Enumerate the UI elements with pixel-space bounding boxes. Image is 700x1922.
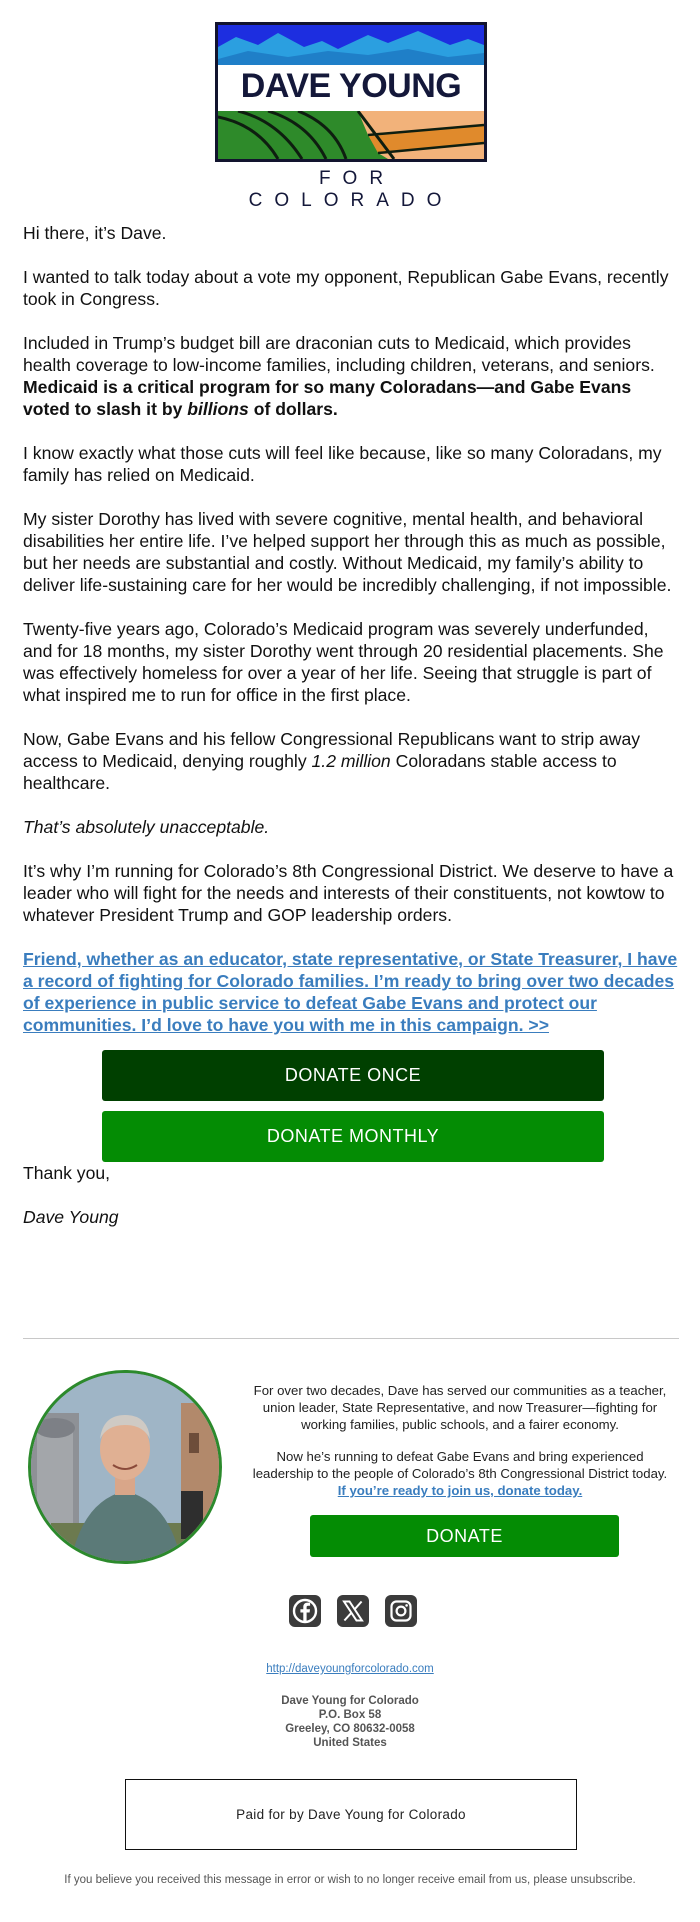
paragraph-strip-access (23, 728, 679, 794)
mailing-address (0, 1694, 700, 1750)
unsubscribe-notice[interactable]: If you believe you received this message in error or wish to no longer receive email from us, please unsubscribe. (64, 1874, 636, 1886)
unacceptable-text: That’s absolutely unacceptable. (23, 817, 270, 837)
candidate-bio (250, 1382, 670, 1514)
billions-text: billions (187, 399, 249, 419)
paragraph-running: It’s why I’m running for Colorado’s 8th Congressional District. We deserve to have a leader who will fight for the needs and interests of their constituents, not kowtow to whatever President Trump and GOP leadership orders. (23, 861, 674, 925)
email-body (23, 222, 679, 1250)
signature (23, 1206, 679, 1228)
million-text: 1.2 million (311, 751, 391, 771)
medicaid-cuts-text: Included in Trump’s budget bill are draconian cuts to Medicaid, which provides health coverage to low-income families, including children, veterans, and seniors. (23, 333, 655, 375)
avatar (28, 1370, 222, 1564)
social-links (289, 1595, 419, 1627)
logo-emblem (215, 22, 487, 162)
logo-tagline: FOR COLORADO (248, 168, 454, 211)
candidate-photo (31, 1373, 219, 1561)
greeting: Hi there, it’s Dave. (23, 223, 167, 243)
paragraph-opponent-vote: I wanted to talk today about a vote my opponent, Republican Gabe Evans, recently took in Congress. (23, 267, 669, 309)
address-country: United States (313, 1737, 387, 1749)
paid-for-disclaimer: Paid for by Dave Young for Colorado (125, 1779, 577, 1850)
website-link[interactable]: http://daveyoungforcolorado.com (266, 1663, 434, 1675)
bio-donate-link[interactable]: If you’re ready to join us, donate today. (337, 1483, 583, 1498)
paragraph-cta (23, 948, 679, 1036)
bio-paragraph-running (250, 1448, 670, 1499)
paragraph-family: I know exactly what those cuts will feel like because, like so many Coloradans, my family has relied on Medicaid. (23, 443, 662, 485)
x-icon[interactable] (337, 1595, 369, 1627)
facebook-icon[interactable] (289, 1595, 321, 1627)
paragraph-unacceptable (23, 816, 679, 838)
paragraph-sister: My sister Dorothy has lived with severe cognitive, mental health, and behavioral disabilities her entire life. I’ve helped support her through this as much as possible, but her needs are substantial and costly. Without Medicaid, my family’s ability to deliver life-sustaining care for her would be incredibly challenging, if not impossible. (23, 509, 672, 595)
thank-you: Thank you, (23, 1163, 111, 1183)
signature-text: Dave Young (23, 1207, 119, 1227)
medicaid-emphasis (23, 377, 631, 419)
strip-access-text-a: Now, Gabe Evans and his fellow Congressional Republicans want to strip away access to Medicaid, denying roughly (23, 729, 641, 771)
paragraph-medicaid-cuts (23, 332, 679, 420)
paragraph-history: Twenty-five years ago, Colorado’s Medicaid program was severely underfunded, and for 18 months, my sister Dorothy went through 20 residential placements. She was effectively homeless for over a year of her life. Seeing that struggle is part of what inspired me to run for office in the first place. (23, 619, 664, 705)
bio-running-text: Now he’s running to defeat Gabe Evans and bring experienced leadership to the people of Colorado’s 8th Congressional District today. (252, 1449, 668, 1481)
strip-access-text-b: Coloradans stable access to healthcare. (23, 751, 617, 793)
donate-monthly-button[interactable]: DONATE MONTHLY (102, 1111, 604, 1162)
donate-once-button[interactable]: DONATE ONCE (102, 1050, 604, 1101)
bio-paragraph-service: For over two decades, Dave has served our communities as a teacher, union leader, State Representative, and now Treasurer—fighting for working families, public schools, and a fairer economy. (253, 1383, 667, 1432)
footer-divider (23, 1338, 679, 1339)
campaign-logo[interactable] (215, 22, 487, 211)
donate-button[interactable]: DONATE (310, 1515, 619, 1557)
address-po-box: P.O. Box 58 (318, 1709, 382, 1721)
address-city: Greeley, CO 80632-0058 (285, 1723, 415, 1735)
logo-name-text: DAVE YOUNG (240, 67, 462, 105)
instagram-icon[interactable] (385, 1595, 417, 1627)
medicaid-emphasis-b: of dollars. (253, 399, 338, 419)
address-org: Dave Young for Colorado (281, 1695, 419, 1707)
cta-link[interactable]: Friend, whether as an educator, state representative, or State Treasurer, I have a record of fighting for Colorado families. I’m ready to bring over two decades of experience in public service to defeat Gabe Evans and protect our communities. I’d love to have you with me in this campaign. >> (23, 949, 678, 1035)
medicaid-emphasis-a: Medicaid is a critical program for so many Coloradans—and Gabe Evans voted to slash it by (23, 377, 632, 419)
